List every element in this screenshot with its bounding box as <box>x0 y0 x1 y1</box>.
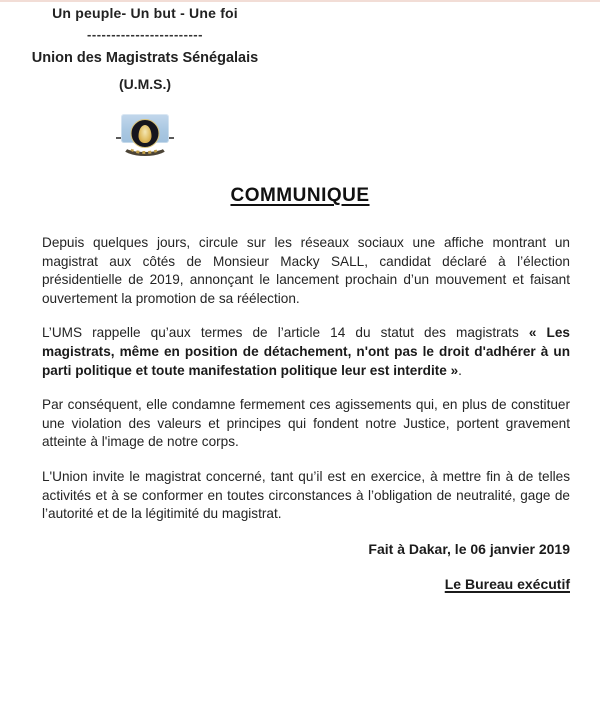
emblem-left-tick <box>116 137 121 139</box>
paragraph-2-tail: . <box>458 362 462 378</box>
signature-block <box>42 575 570 594</box>
document-title: COMMUNIQUE <box>230 185 370 206</box>
organization-name: Union des Magistrats Sénégalais <box>31 50 259 66</box>
dateline: Fait à Dakar, le 06 janvier 2019 <box>368 540 570 557</box>
national-motto: Un peuple- Un but - Une foi <box>52 5 238 21</box>
emblem-right-tick <box>169 137 174 139</box>
signature-text: Le Bureau exécutif <box>444 576 570 593</box>
paragraph-1: Depuis quelques jours, circule sur les réseaux sociaux une affiche montrant un magistrat aux côtés de Monsieur Macky SALL, candidat déclaré à l’élection présidentielle de 2019, annonçant le lancement prochain d’un mouvement et faisant ouvertement la promotion de sa réélection. <box>42 235 570 306</box>
paragraph-4: L'Union invite le magistrat concerné, tant qu’il est en exercice, à mettre fin à de telles activités et à se conformer en toutes circonstances à l’obligation de neutralité, gage de l’autorité et de la légitimité du magistrat. <box>42 468 570 522</box>
dashed-divider: ------------------------ <box>87 27 203 42</box>
paragraph-2-lead: L’UMS rappelle qu’aux termes de l’article 14 du statut des magistrats <box>42 325 529 341</box>
emblem-gold-dots-arc <box>128 140 162 154</box>
paragraph-3: Par conséquent, elle condamne fermement ces agissements qui, en plus de constituer une violation des valeurs et principes qui fondent notre Justice, portent gravement atteinte à l'image de notre corps. <box>42 397 570 450</box>
paragraph-2-quote: « Les magistrats, même en position de détachement, n'ont pas le droit d'adhérer à un parti politique et toute manifestation politique leur est interdite » <box>42 325 570 378</box>
ums-emblem-icon <box>118 114 172 162</box>
organization-acronym: (U.M.S.) <box>118 76 172 92</box>
paragraph-2 <box>42 324 570 380</box>
document-body <box>42 234 570 594</box>
